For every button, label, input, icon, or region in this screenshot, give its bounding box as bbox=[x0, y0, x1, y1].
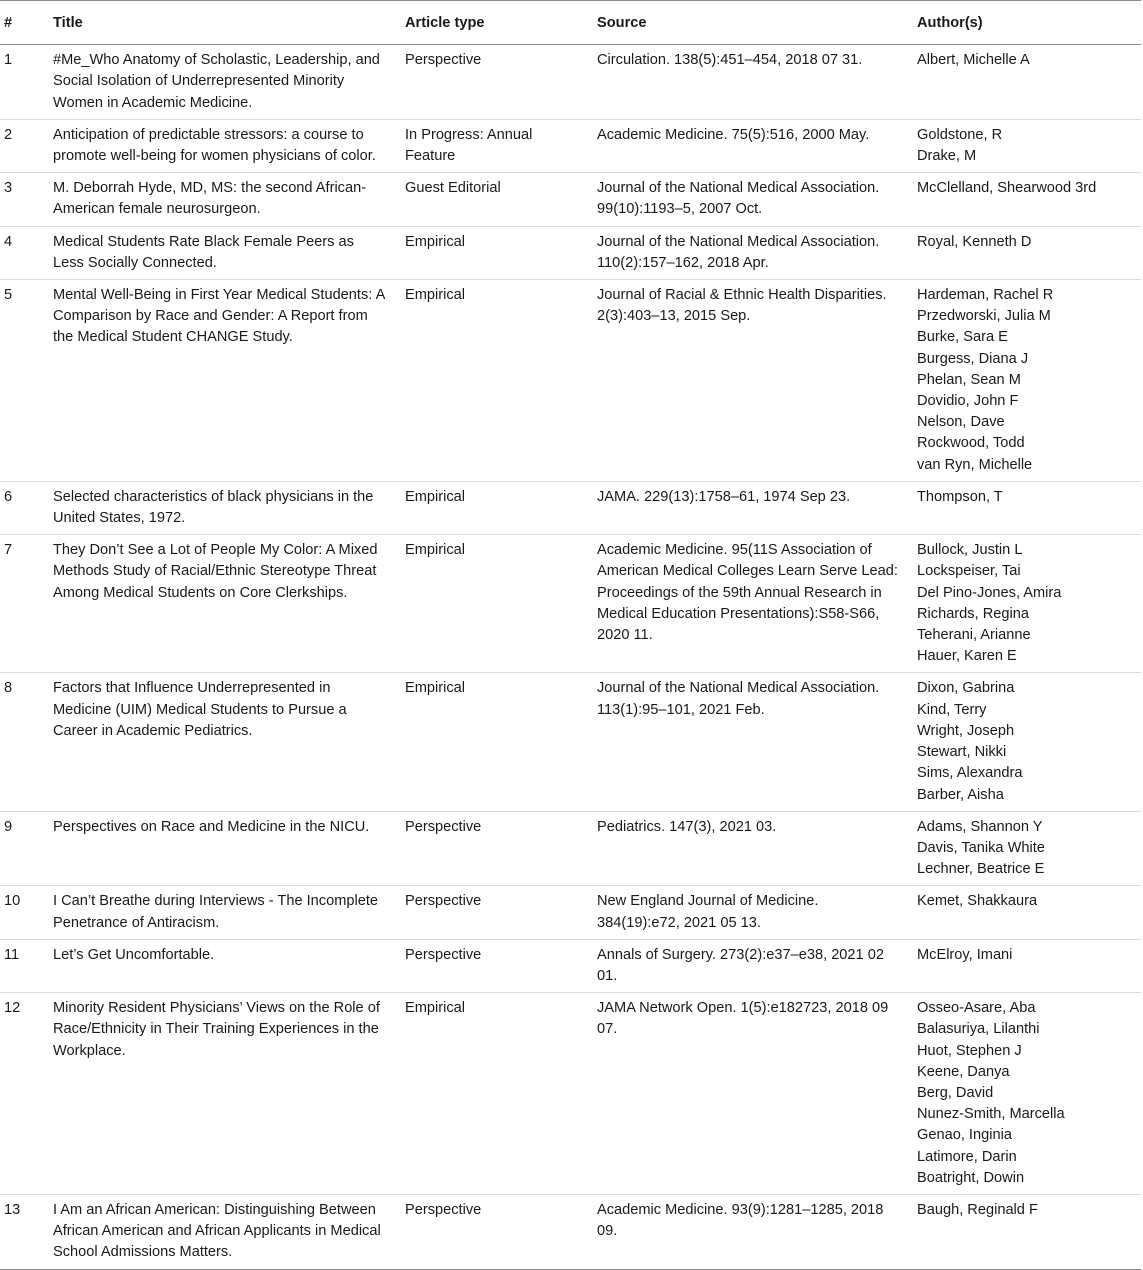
row-title: M. Deborrah Hyde, MD, MS: the second African-American female neurosurgeon. bbox=[53, 173, 405, 226]
row-authors bbox=[917, 173, 1141, 226]
author-name: Davis, Tanika White bbox=[917, 839, 1045, 856]
row-title: I Am an African American: Distinguishing Between African American and African Applicants in Medical School Admissions Matters. bbox=[53, 1194, 405, 1269]
row-source: Journal of Racial & Ethnic Health Disparities. 2(3):403–13, 2015 Sep. bbox=[597, 280, 917, 482]
row-authors bbox=[917, 1194, 1141, 1269]
row-number: 6 bbox=[0, 481, 53, 534]
table-row bbox=[0, 481, 1141, 534]
header-source: Source bbox=[597, 1, 917, 45]
author-name: Kemet, Shakkaura bbox=[917, 893, 1038, 910]
author-name: Goldstone, R bbox=[917, 126, 1003, 143]
row-article-type: Perspective bbox=[405, 939, 597, 992]
author-name: Barber, Aisha bbox=[917, 786, 1004, 803]
row-authors bbox=[917, 886, 1141, 939]
table-row bbox=[0, 886, 1141, 939]
author-name: Richards, Regina bbox=[917, 605, 1029, 622]
author-name: McClelland, Shearwood 3rd bbox=[917, 180, 1097, 197]
row-title: Minority Resident Physicians’ Views on the Role of Race/Ethnicity in Their Training Experiences in the Workplace. bbox=[53, 993, 405, 1195]
author-name: Lechner, Beatrice E bbox=[917, 861, 1045, 878]
author-name: Bullock, Justin L bbox=[917, 542, 1023, 559]
row-authors bbox=[917, 673, 1141, 811]
table-row bbox=[0, 1194, 1141, 1269]
row-title: Factors that Influence Underrepresented in Medicine (UIM) Medical Students to Pursue a Career in Academic Pediatrics. bbox=[53, 673, 405, 811]
row-source: Circulation. 138(5):451–454, 2018 07 31. bbox=[597, 45, 917, 120]
table-row bbox=[0, 173, 1141, 226]
row-article-type: Empirical bbox=[405, 535, 597, 673]
author-name: Dovidio, John F bbox=[917, 393, 1019, 410]
row-number: 12 bbox=[0, 993, 53, 1195]
row-title: Anticipation of predictable stressors: a course to promote well-being for women physicians of color. bbox=[53, 119, 405, 172]
row-number: 1 bbox=[0, 45, 53, 120]
author-name: Albert, Michelle A bbox=[917, 52, 1030, 69]
table-row bbox=[0, 993, 1141, 1195]
row-title: They Don’t See a Lot of People My Color: A Mixed Methods Study of Racial/Ethnic Stereotype Threat Among Medical Students on Core Clerkships. bbox=[53, 535, 405, 673]
author-name: Hauer, Karen E bbox=[917, 648, 1017, 665]
row-source: Journal of the National Medical Association. 110(2):157–162, 2018 Apr. bbox=[597, 226, 917, 279]
row-number: 3 bbox=[0, 173, 53, 226]
row-source: JAMA Network Open. 1(5):e182723, 2018 09 07. bbox=[597, 993, 917, 1195]
row-authors bbox=[917, 119, 1141, 172]
author-name: Balasuriya, Lilanthi bbox=[917, 1021, 1040, 1038]
author-name: Royal, Kenneth D bbox=[917, 233, 1032, 250]
row-title: Medical Students Rate Black Female Peers as Less Socially Connected. bbox=[53, 226, 405, 279]
author-name: Berg, David bbox=[917, 1084, 994, 1101]
author-name: Thompson, T bbox=[917, 488, 1003, 505]
author-name: Rockwood, Todd bbox=[917, 435, 1025, 452]
author-name: Burke, Sara E bbox=[917, 329, 1008, 346]
row-number: 2 bbox=[0, 119, 53, 172]
row-title: Mental Well-Being in First Year Medical Students: A Comparison by Race and Gender: A Report from the Medical Student CHANGE Study. bbox=[53, 280, 405, 482]
row-source: Journal of the National Medical Association. 113(1):95–101, 2021 Feb. bbox=[597, 673, 917, 811]
row-number: 8 bbox=[0, 673, 53, 811]
author-name: Boatright, Dowin bbox=[917, 1169, 1025, 1186]
row-article-type: Empirical bbox=[405, 481, 597, 534]
row-article-type: Perspective bbox=[405, 45, 597, 120]
header-num: # bbox=[0, 1, 53, 45]
author-name: Lockspeiser, Tai bbox=[917, 563, 1021, 580]
row-title: Let’s Get Uncomfortable. bbox=[53, 939, 405, 992]
row-authors bbox=[917, 993, 1141, 1195]
author-name: van Ryn, Michelle bbox=[917, 456, 1033, 473]
row-article-type: Empirical bbox=[405, 993, 597, 1195]
row-title: #Me_Who Anatomy of Scholastic, Leadership, and Social Isolation of Underrepresented Minority Women in Academic Medicine. bbox=[53, 45, 405, 120]
row-title: Perspectives on Race and Medicine in the NICU. bbox=[53, 811, 405, 886]
row-authors bbox=[917, 535, 1141, 673]
row-authors bbox=[917, 45, 1141, 120]
table-row bbox=[0, 673, 1141, 811]
author-name: Kind, Terry bbox=[917, 701, 987, 718]
row-authors bbox=[917, 280, 1141, 482]
row-number: 4 bbox=[0, 226, 53, 279]
author-name: Dixon, Gabrina bbox=[917, 680, 1015, 697]
author-name: Genao, Inginia bbox=[917, 1127, 1012, 1144]
row-source: Academic Medicine. 95(11S Association of American Medical Colleges Learn Serve Lead: Proceedings of the 59th Annual Research in Medical Education Presentations):S58-S66, 2020 11. bbox=[597, 535, 917, 673]
author-name: McElroy, Imani bbox=[917, 946, 1013, 963]
table-row bbox=[0, 535, 1141, 673]
author-name: Drake, M bbox=[917, 148, 977, 165]
row-source: JAMA. 229(13):1758–61, 1974 Sep 23. bbox=[597, 481, 917, 534]
row-source: Pediatrics. 147(3), 2021 03. bbox=[597, 811, 917, 886]
author-name: Osseo-Asare, Aba bbox=[917, 1000, 1036, 1017]
row-article-type: Empirical bbox=[405, 280, 597, 482]
author-name: Latimore, Darin bbox=[917, 1148, 1017, 1165]
row-number: 5 bbox=[0, 280, 53, 482]
header-title: Title bbox=[53, 1, 405, 45]
row-source: Academic Medicine. 93(9):1281–1285, 2018 09. bbox=[597, 1194, 917, 1269]
row-number: 11 bbox=[0, 939, 53, 992]
table-row bbox=[0, 45, 1141, 120]
author-name: Baugh, Reginald F bbox=[917, 1201, 1038, 1218]
table-header bbox=[0, 1, 1141, 45]
author-name: Keene, Danya bbox=[917, 1063, 1010, 1080]
row-source: Academic Medicine. 75(5):516, 2000 May. bbox=[597, 119, 917, 172]
row-source: New England Journal of Medicine. 384(19):e72, 2021 05 13. bbox=[597, 886, 917, 939]
row-title: Selected characteristics of black physicians in the United States, 1972. bbox=[53, 481, 405, 534]
table-row bbox=[0, 280, 1141, 482]
row-number: 7 bbox=[0, 535, 53, 673]
author-name: Stewart, Nikki bbox=[917, 744, 1007, 761]
row-article-type: Guest Editorial bbox=[405, 173, 597, 226]
row-authors bbox=[917, 481, 1141, 534]
row-article-type: Perspective bbox=[405, 811, 597, 886]
table-row bbox=[0, 939, 1141, 992]
row-number: 13 bbox=[0, 1194, 53, 1269]
table-row bbox=[0, 119, 1141, 172]
row-authors bbox=[917, 226, 1141, 279]
row-number: 9 bbox=[0, 811, 53, 886]
row-article-type: Perspective bbox=[405, 886, 597, 939]
author-name: Phelan, Sean M bbox=[917, 371, 1021, 388]
row-title: I Can’t Breathe during Interviews - The Incomplete Penetrance of Antiracism. bbox=[53, 886, 405, 939]
author-name: Del Pino-Jones, Amira bbox=[917, 584, 1062, 601]
author-name: Hardeman, Rachel R bbox=[917, 287, 1054, 304]
row-article-type: In Progress: Annual Feature bbox=[405, 119, 597, 172]
header-row bbox=[0, 1, 1141, 45]
author-name: Sims, Alexandra bbox=[917, 765, 1023, 782]
header-authors: Author(s) bbox=[917, 1, 1141, 45]
author-name: Nelson, Dave bbox=[917, 414, 1005, 431]
row-article-type: Empirical bbox=[405, 226, 597, 279]
author-name: Teherani, Arianne bbox=[917, 627, 1031, 644]
row-source: Journal of the National Medical Association. 99(10):1193–5, 2007 Oct. bbox=[597, 173, 917, 226]
author-name: Wright, Joseph bbox=[917, 722, 1015, 739]
table-row bbox=[0, 811, 1141, 886]
author-name: Adams, Shannon Y bbox=[917, 818, 1043, 835]
author-name: Huot, Stephen J bbox=[917, 1042, 1022, 1059]
author-name: Nunez-Smith, Marcella bbox=[917, 1106, 1065, 1123]
author-name: Przedworski, Julia M bbox=[917, 308, 1051, 325]
row-authors bbox=[917, 939, 1141, 992]
table-body bbox=[0, 45, 1141, 1269]
row-number: 10 bbox=[0, 886, 53, 939]
author-name: Burgess, Diana J bbox=[917, 350, 1029, 367]
row-authors bbox=[917, 811, 1141, 886]
table-row bbox=[0, 226, 1141, 279]
row-article-type: Empirical bbox=[405, 673, 597, 811]
header-article-type: Article type bbox=[405, 1, 597, 45]
row-source: Annals of Surgery. 273(2):e37–e38, 2021 02 01. bbox=[597, 939, 917, 992]
row-article-type: Perspective bbox=[405, 1194, 597, 1269]
